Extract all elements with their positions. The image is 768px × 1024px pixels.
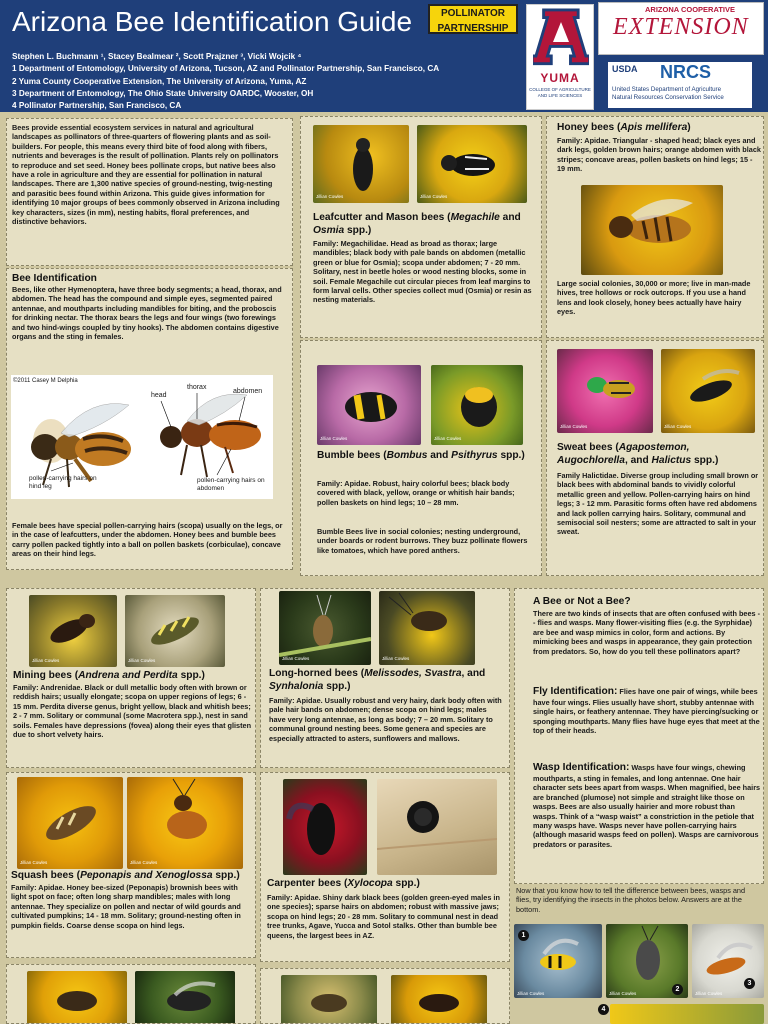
title-part: spp.) (212, 870, 240, 881)
honey-bee-text: Family: Apidae. Triangular - shaped head; black eyes and dark legs, golden brown hairs; orange abdomen with black stripes; concave areas, pollen baskets on hind legs; 15 - 19 mm. (557, 136, 761, 174)
affiliation-3: 3 Department of Entomology, The Ohio State University OARDC, Wooster, OH (12, 88, 314, 98)
squash-bee-text: Family: Apidae. Honey bee-sized (Peponapis) brownish bees with light spot on face; often long sharp mandibles; males with long antennae. They specialize on pollen and nectar of wild gourds and cultivated pumpkins; 14 - 18 mm. Solitary; ground-nesting often in pumpkin fields. Coarse dense scopa on hind legs. (11, 883, 241, 930)
intro-panel (6, 118, 293, 266)
title-part: spp.) (177, 670, 205, 681)
photo-credit: Jillian Cowles (434, 435, 462, 441)
leafcutter-text: Family: Megachilidae. Head as broad as thorax; large mandibles; black body with pale bands on abdomen (metallic green or blue for Osmia); scopa under abdomen; 7 - 20 mm. Solitary, nest in beetle holes or wood nesting blocks, some in soil. Female Megachile cut circular pieces from leaf margins to form larval cells. Other species collect mud (Osmia) or resin as nesting materials. (313, 239, 532, 305)
label-abdomen: abdomen (233, 388, 263, 395)
photo-credit: Jillian Cowles (128, 657, 156, 663)
mining-bee-photo-2 (125, 595, 225, 667)
extension-small: ARIZONA COOPERATIVE (645, 5, 736, 14)
bumble-bee-text: Family: Apidae. Robust, hairy colorful bees; black body covered with black, yellow, orange or whitish hair bands; pollen baskets on hind legs; 10 – 28 mm. (317, 479, 515, 507)
leafcutter-photo-1 (313, 125, 409, 203)
page-title: Arizona Bee Identification Guide (12, 6, 413, 37)
quiz-photo-4 (610, 1004, 764, 1024)
photo-credit: Jillian Cowles (695, 991, 723, 996)
title-genus: Andrena and Perdita (78, 670, 178, 681)
title-part: Mining bees ( (13, 670, 79, 681)
wasp-identification (533, 761, 761, 849)
photo-credit: Jillian Cowles (130, 859, 158, 865)
long-horned-bee-photo-1 (279, 591, 371, 665)
sweat-bee-text: Family Halictidae. Diverse group including small brown or black bees with abdominal bands to vividly colorful metallic green and yellow. Pollen-carrying hairs on hind legs; 3 - 12 mm. Parasitic forms often have red abdomens and lack pollen carrying hairs. Solitary, communal and semisocial soil nesters; some are attracted to salt in your sweat. (557, 471, 759, 537)
title-genus: Psithyrus (451, 450, 498, 461)
title-genus: Halictus (651, 455, 692, 466)
label-hairs-leg: pollen-carrying hairs on hind leg (29, 475, 97, 490)
bee-or-not-intro: There are two kinds of insects that are often confused with bees -- flies and wasps. Many flower-visiting flies (e.g. the Syrphidae) are bee and wasp mimics in color, form and actions. By mimicking bees and wasps in appearance, they gain protection from predators. So, how do you tell these pollinators apart? (533, 609, 761, 656)
title-part: spp.) (691, 455, 719, 466)
wasp-identification-text: Wasps have four wings, chewing mouthparts, a sting in females, and long antennae. One hair character sets bees apart from wasps. When magnified, bee hairs are branched (plumose) not simple and straight like those on wasps. Bees are also usually hairier and more robust than wasps. Think of a “wasp waist” a constriction in the petiole that many wasps have. Wasps never have pollen-carrying hairs (although masarid wasps feed on pollen). Wasps are carnivorous predators or parasites. (533, 763, 761, 849)
leafcutter-photo-2 (417, 125, 527, 203)
title-genus: Apis mellifera (620, 122, 688, 133)
honey-bee-title (557, 121, 761, 134)
squash-bee-photo-2 (127, 777, 243, 869)
title-part: spp.) (323, 681, 351, 692)
bee-anatomy-figure (11, 375, 273, 499)
leafcutter-panel (300, 116, 542, 338)
bottom-panel-left (6, 964, 256, 1024)
sweat-bee-photo-1 (557, 349, 653, 433)
usda-dept-line-2: Natural Resources Conservation Service (612, 94, 724, 101)
university-arizona-logo (526, 4, 594, 110)
title-part: ) (687, 122, 691, 133)
title-part: and (427, 450, 452, 461)
mining-bee-photo-1 (29, 595, 117, 667)
bottom-photo-2 (135, 971, 235, 1024)
title-part: , and (461, 668, 486, 679)
bee-or-not-panel (514, 588, 764, 884)
fly-identification (533, 685, 761, 736)
block-a-icon (533, 8, 589, 68)
title-part: spp.) (497, 450, 525, 461)
extension-big: EXTENSION (613, 14, 749, 40)
mining-bee-text: Family: Andrenidae. Black or dull metallic body often with brown or reddish hairs; usually elongate; scopa on upper regions of legs; 6 - 15 mm. Perdita diverse genus, bright yellow, black and whitish bees; 2 - 7 mm. Solitary or communal (some Macrotera spp.), nest in sand soils. Females have depressions (fovea) along their eyes that glisten due to short velvety hairs. (13, 683, 252, 740)
title-genus: Megachile (450, 212, 500, 223)
photo-credit: Jillian Cowles (282, 655, 310, 661)
native-bee-illustration (160, 394, 261, 477)
quiz-instructions: Now that you know how to tell the difference between bees, wasps and flies, try identifying the insects in the photos below. Answers are at the bottom. (516, 886, 746, 914)
usda-nrcs-logo (608, 62, 752, 108)
quiz-marker-3: 3 (744, 978, 755, 989)
carpenter-bee-photo-1 (283, 779, 367, 875)
squash-bee-title (11, 869, 256, 882)
usda-dept (612, 86, 724, 102)
long-horned-bee-photo-2 (379, 591, 475, 665)
bottom-photo-3 (281, 975, 377, 1024)
title-genus: Synhalonia (269, 681, 324, 692)
title-part: Leafcutter and Mason bees ( (313, 212, 451, 223)
figure-copyright: ©2011 Casey M Delphia (13, 378, 78, 384)
mining-bee-title (13, 669, 253, 682)
carpenter-bee-title (267, 877, 507, 890)
title-genus: Agapostemon, Augochlorella (557, 442, 690, 466)
bee-identification-panel (6, 268, 293, 570)
title-genus: Osmia (313, 225, 345, 236)
title-part: Sweat bees ( (557, 442, 619, 453)
title-genus: Bombus (386, 450, 428, 461)
bumble-bee-nesting-text: Bumble Bees live in social colonies; nesting underground, under boards or rodent burrows. They buzz pollinate flowers like tomatoes, which have pored anthers. (317, 527, 528, 555)
title-part: Honey bees ( (557, 122, 621, 133)
photo-credit: Jillian Cowles (316, 193, 344, 199)
leafcutter-title (313, 211, 535, 237)
quiz-marker-1: 1 (518, 930, 529, 941)
carpenter-bee-text: Family: Apidae. Shiny dark black bees (golden green-eyed males in one species); sparse hairs on abdomen; robust with massive jaws; scopa on hind legs; 20 - 28 mm. Solitary to communal nest in dead tree trunks, Agave, Yucca and Sotol stalks. Other than bumble bee queens, the largest bees in AZ. (267, 893, 500, 940)
photo-credit: Jillian Cowles (382, 655, 410, 661)
pollinator-partnership-logo (428, 4, 518, 34)
scopa-note: Female bees have special pollen-carrying hairs (scopa) usually on the legs, or in the case of leafcutters, under the abdomen. Honey bees and bumble bees carry pollen packed tightly into a ball on pollen baskets (corbiculae), concave areas on their hind legs. (12, 521, 283, 559)
photo-credit: Jillian Cowles (664, 423, 692, 429)
authors-block (12, 51, 439, 112)
photo-credit: Jillian Cowles (560, 423, 588, 429)
sweat-bee-title (557, 441, 761, 467)
bumble-bee-title (317, 449, 529, 462)
carpenter-bee-photo-2 (377, 779, 497, 875)
quiz-marker-4: 4 (598, 1004, 609, 1015)
logo-text-partnership: PARTNERSHIP (437, 23, 509, 34)
bumble-bee-photo-2 (431, 365, 523, 445)
photo-credit: Jillian Cowles (20, 859, 48, 865)
bee-or-not-title: A Bee or Not a Bee? (533, 596, 631, 607)
label-thorax: thorax (187, 384, 207, 391)
honey-bee-nesting-text: Large social colonies, 30,000 or more; live in man-made hives, tree hollows or rock outcrops. If you use a hand lens and look closely, honey bees actually have hairy eyes. (557, 279, 751, 317)
usda-dept-line-1: United States Department of Agriculture (612, 86, 722, 93)
usda-label: USDA (612, 64, 638, 74)
squash-bee-photo-1 (17, 777, 123, 869)
label-head: head (151, 392, 167, 399)
title-genus: Melissodes, Svastra (364, 668, 462, 679)
title-genus: Peponapis and Xenoglossa (80, 870, 213, 881)
photo-credit: Jillian Cowles (609, 991, 637, 996)
photo-credit: Jillian Cowles (320, 435, 348, 441)
long-horned-bee-text: Family: Apidae. Usually robust and very hairy, dark body often with pale hair bands on abdomen; dense scopa on hind legs; males have very long antennae, as long as body; 7 – 20 mm. Solitary to communal ground nesting bees. Some genera and species are especially attracted to asters, sunflowers and mallows. (269, 696, 502, 743)
title-part: Carpenter bees ( (267, 878, 348, 889)
long-horned-bee-title (269, 667, 509, 693)
carpenter-bee-panel (260, 772, 510, 962)
bottom-photo-1 (27, 971, 127, 1024)
label-hairs-abdomen: pollen-carrying hairs on abdomen (197, 477, 265, 492)
bee-identification-text: Bees, like other Hymenoptera, have three body segments; a head, thorax, and abdomen. The head has the compound and simple eyes, segmented paired antennae, and mouthparts including mandibles for biting, and the proboscis for drinking nectar. The thorax bears the legs and four wings (two forewings and two hind-wings coupled by tiny hooks). The abdomen contains digestive organs and the sting in females. (12, 285, 282, 342)
sweat-bee-panel (546, 340, 764, 576)
fly-identification-title: Fly Identification: (533, 686, 618, 697)
affiliation-2: 2 Yuma County Cooperative Extension, The University of Arizona, Yuma, AZ (12, 76, 307, 86)
honey-bee-photo (581, 185, 723, 275)
title-part: Bumble bees ( (317, 450, 387, 461)
affiliation-4: 4 Pollinator Partnership, San Francisco, CA (12, 101, 182, 111)
photo-credit: Jillian Cowles (420, 193, 448, 199)
bumble-bee-photo-1 (317, 365, 421, 445)
extension-logo (598, 2, 764, 55)
college-label: COLLEGE OF AGRICULTURE AND LIFE SCIENCES (529, 87, 591, 98)
photo-credit: Jillian Cowles (517, 991, 545, 996)
wasp-identification-title: Wasp Identification: (533, 762, 630, 773)
honey-bee-panel (546, 116, 764, 338)
title-part: and (499, 212, 521, 223)
title-part: Long-horned bees ( (269, 668, 365, 679)
author-list: Stephen L. Buchmann ¹, Stacey Bealmear ², Scott Prajzner ³, Vicki Wojcik ⁴ (12, 52, 302, 61)
intro-text: Bees provide essential ecosystem services in natural and agricultural landscapes as pollinators of three-quarters of flowering plants and as soil-builders. For people, this means every third bite of food along with fibers, nutrients and beverages is the result of pollination. Plants rely on pollinators to reproduce and set seed. Honey bees pollinate crops, but native bees also have a role in agriculture and they are essential for pollination in natural landscapes. There are 1,300 native species of ground-nesting, twig-nesting and parasitic bees found within Arizona. This guide gives information for identifying 10 major groups of bees commonly observed in Arizona including key characters, sizes (in mm), nesting habits, floral preferences, and distinctive behaviors. (12, 123, 280, 227)
title-part: , and (624, 455, 652, 466)
sweat-bee-photo-2 (661, 349, 755, 433)
photo-credit: Jillian Cowles (32, 657, 60, 663)
title-genus: Xylocopa (347, 878, 393, 889)
header (0, 0, 768, 112)
quiz-marker-2: 2 (672, 984, 683, 995)
bee-identification-title: Bee Identification (12, 273, 97, 284)
long-horned-bee-panel (260, 588, 510, 768)
title-part: spp.) (344, 225, 372, 236)
mining-bee-panel (6, 588, 256, 768)
bottom-panel-middle (260, 968, 510, 1024)
yuma-label: YUMA (540, 71, 580, 85)
logo-text-pollinator: POLLINATOR (440, 8, 506, 19)
title-part: spp.) (392, 878, 420, 889)
bumble-bee-panel (300, 340, 542, 576)
title-part: Squash bees ( (11, 870, 81, 881)
bottom-photo-4 (391, 975, 487, 1024)
fly-identification-text: Flies have one pair of wings, while bees have four wings. Flies usually have short, stubby antennae with single hairs, or feathery antennae. They have piercing/sucking or sponging mouthparts. Many flies have huge eyes that meet at the top of their heads. (533, 687, 760, 736)
affiliation-1: 1 Department of Entomology, University of Arizona, Tucson, AZ and Pollinator Partnership, San Francisco, CA (12, 64, 440, 74)
squash-bee-panel (6, 772, 256, 958)
nrcs-label: NRCS (660, 62, 712, 82)
